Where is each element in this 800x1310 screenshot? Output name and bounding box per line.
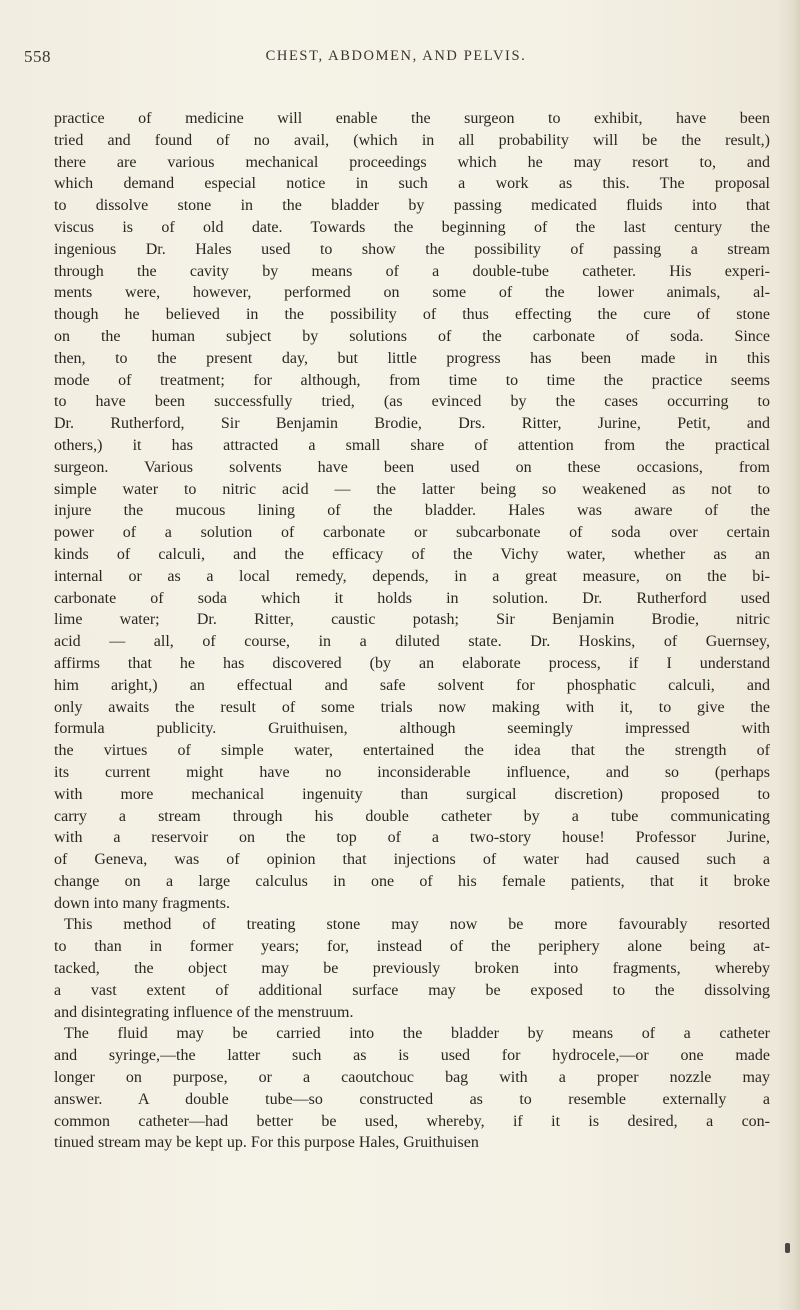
text-line: which demand especial notice in such a work as this. The proposal <box>54 175 770 193</box>
text-line: others,) it has attracted a small share of attention from the practical <box>54 436 770 454</box>
text-line: carry a stream through his double catheter by a tube communicating <box>54 807 770 825</box>
text-line: answer. A double tube—so constructed as to resemble externally a <box>54 1090 770 1108</box>
text-line: carbonate of soda which it holds in solution. Dr. Rutherford used <box>54 589 770 607</box>
text-line: formula publicity. Gruithuisen, although seemingly impressed with <box>54 720 770 738</box>
text-line: him aright,) an effectual and safe solvent for phosphatic calculi, and <box>54 676 770 694</box>
text-line: practice of medicine will enable the surgeon to exhibit, have been <box>54 110 770 127</box>
text-line: injure the mucous lining of the bladder. Hales was aware of the <box>54 502 770 520</box>
text-line: surgeon. Various solvents have been used on these occasions, from <box>54 458 770 476</box>
text-line: there are various mechanical proceedings which he may resort to, and <box>54 153 770 171</box>
body-text <box>54 108 770 1154</box>
text-line: then, to the present day, but little progress has been made in this <box>54 349 770 367</box>
text-line: viscus is of old date. Towards the beginning of the last century the <box>54 218 770 236</box>
text-line: simple water to nitric acid — the latter being so weakened as not to <box>54 480 770 498</box>
text-line: lime water; Dr. Ritter, caustic potash; Sir Benjamin Brodie, nitric <box>54 611 770 629</box>
text-line: and disintegrating influence of the menstruum. <box>54 1003 354 1021</box>
text-line: longer on purpose, or a caoutchouc bag with a proper nozzle may <box>54 1069 770 1087</box>
text-line: tacked, the object may be previously broken into fragments, whereby <box>54 960 770 978</box>
text-line: internal or as a local remedy, depends, in a great measure, on the bi- <box>54 567 770 585</box>
text-line: affirms that he has discovered (by an elaborate process, if I understand <box>54 654 770 672</box>
text-line: on the human subject by solutions of the carbonate of soda. Since <box>54 327 770 345</box>
page-edge-shadow <box>778 0 800 1310</box>
text-line: and syringe,—the latter such as is used for hydrocele,—or one made <box>54 1047 770 1065</box>
text-line: with more mechanical ingenuity than surgical discretion) proposed to <box>54 785 770 803</box>
text-line: though he believed in the possibility of thus effecting the cure of stone <box>54 306 770 324</box>
text-line: acid — all, of course, in a diluted state. Dr. Hoskins, of Guernsey, <box>54 633 770 651</box>
page-number: 558 <box>24 47 51 66</box>
text-line: change on a large calculus in one of his female patients, that it broke <box>54 872 770 890</box>
text-line: tinued stream may be kept up. For this purpose Hales, Gruithuisen <box>54 1134 479 1152</box>
text-line: to dissolve stone in the bladder by passing medicated fluids into that <box>54 197 770 215</box>
text-line: with a reservoir on the top of a two-story house! Professor Jurine, <box>54 829 770 847</box>
text-line: kinds of calculi, and the efficacy of the Vichy water, whether as an <box>54 545 770 563</box>
text-line: This method of treating stone may now be more favourably resorted <box>64 916 770 934</box>
running-head: CHEST, ABDOMEN, AND PELVIS. <box>265 48 527 64</box>
text-line: of Geneva, was of opinion that injections of water had caused such a <box>54 851 770 869</box>
text-line: a vast extent of additional surface may be exposed to the dissolving <box>54 981 770 999</box>
text-line: power of a solution of carbonate or subcarbonate of soda over certain <box>54 524 770 542</box>
page-header <box>22 47 770 77</box>
text-line: common catheter—had better be used, whereby, if it is desired, a con- <box>54 1112 770 1130</box>
text-line: down into many fragments. <box>54 894 230 912</box>
text-line: to than in former years; for, instead of the periphery alone being at- <box>54 938 770 956</box>
text-line: ments were, however, performed on some of the lower animals, al- <box>54 284 770 302</box>
text-line: only awaits the result of some trials now making with it, to give the <box>54 698 770 716</box>
text-line: Dr. Rutherford, Sir Benjamin Brodie, Drs. Ritter, Jurine, Petit, and <box>54 415 770 433</box>
margin-mark <box>785 1243 790 1253</box>
text-line: tried and found of no avail, (which in all probability will be the result,) <box>54 131 770 149</box>
text-line: through the cavity by means of a double-tube catheter. His experi- <box>54 262 770 280</box>
text-line: the virtues of simple water, entertained the idea that the strength of <box>54 742 770 760</box>
text-line: its current might have no inconsiderable influence, and so (perhaps <box>54 763 770 781</box>
text-line: The fluid may be carried into the bladder by means of a catheter <box>64 1025 770 1043</box>
text-line: ingenious Dr. Hales used to show the possibility of passing a stream <box>54 240 770 258</box>
text-line: mode of treatment; for although, from time to time the practice seems <box>54 371 770 389</box>
text-line: to have been successfully tried, (as evinced by the cases occurring to <box>54 393 770 411</box>
